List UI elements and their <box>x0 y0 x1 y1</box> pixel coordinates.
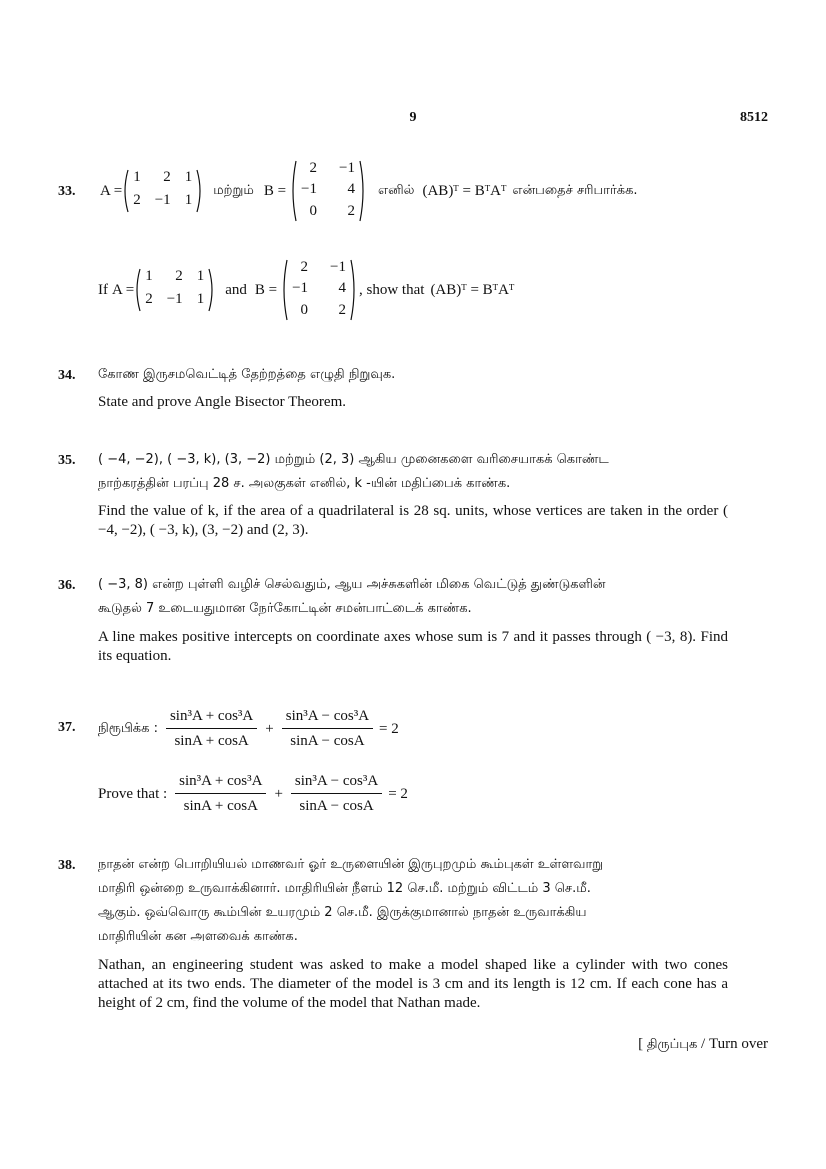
matrix-cell: 0 <box>300 301 309 318</box>
matrix-cell: 2 <box>347 202 355 219</box>
fraction-sum <box>175 773 266 815</box>
q33-english-line <box>98 259 514 321</box>
matrix-cell: 1 <box>196 291 205 307</box>
matrix-cell: 1 <box>145 268 153 284</box>
matrix-cell: 2 <box>338 301 347 318</box>
q33-en-and: and <box>225 281 247 298</box>
turn-over-note <box>638 1036 768 1053</box>
matrix-a-label: A = <box>112 281 135 298</box>
footer-english: Turn over <box>708 1036 768 1052</box>
right-paren <box>208 268 215 312</box>
matrix-b <box>281 259 357 321</box>
matrix-b-label: B = <box>263 182 287 199</box>
q33-tamil-if: எனில் <box>377 183 415 198</box>
matrix-cell: 4 <box>338 280 347 297</box>
matrix-b <box>290 160 366 222</box>
matrix-cell: 1 <box>196 268 205 284</box>
q38-tamil-line1: நாதன் என்ற பொறியியல் மாணவர் ஓர் உருளையின் இருபுறமும் கூம்புகள் உள்ளவாறு <box>98 857 604 872</box>
equals-two: = 2 <box>388 785 408 802</box>
q36-tamil-line1: ( −3, 8) என்ற புள்ளி வழிச் செல்வதும், ஆய அச்சுகளின் மிகை வெட்டுத் துண்டுகளின் <box>98 577 606 592</box>
q33-tamil-line <box>100 160 638 222</box>
left-paren <box>134 268 141 312</box>
matrix-cell: 2 <box>309 160 318 176</box>
matrix-a <box>134 268 215 312</box>
q38-english: Nathan, an engineering student was asked to make a model shaped like a cylinder with two cones attached at its two ends. The diameter of the model is 3 cm and its length is 12 cm. If each cone has a height of 2 cm, find the volume of the model that Nathan made. <box>98 957 728 1011</box>
q36-english: A line makes positive intercepts on coordinate axes whose sum is 7 and it passes through ( −3, 8). Find its equation. <box>98 629 728 664</box>
fraction-sum <box>166 708 257 750</box>
q33-tamil-and: மற்றும் <box>213 183 254 198</box>
fraction-denominator: sinA − cosA <box>299 798 374 814</box>
right-paren <box>350 259 357 321</box>
fraction-numerator: sin³A − cos³A <box>282 708 373 729</box>
matrix-a-cells <box>129 169 196 213</box>
fraction-denominator: sinA + cosA <box>174 733 249 749</box>
left-paren <box>290 160 297 222</box>
right-paren <box>196 169 203 213</box>
matrix-cell: 1 <box>184 192 193 208</box>
matrix-cell: −1 <box>330 259 347 275</box>
matrix-cell: −1 <box>166 291 183 307</box>
matrix-cell: −1 <box>301 181 318 198</box>
question-number-35: 35. <box>58 453 76 468</box>
fraction-denominator: sinA − cosA <box>290 733 365 749</box>
q35-tamil-line2: நாற்கரத்தின் பரப்பு 28 ச. அலகுகள் எனில், k -யின் மதிப்பைக் காண்க. <box>98 476 511 491</box>
left-paren <box>122 169 129 213</box>
q37-english-prefix: Prove that : <box>98 785 168 802</box>
q33-en-relation: (AB)ᵀ = BᵀAᵀ <box>430 281 515 298</box>
matrix-cell: −1 <box>292 280 309 297</box>
q33-relation: (AB)ᵀ = BᵀAᵀ <box>422 182 507 199</box>
footer-bracket: [ <box>638 1036 644 1052</box>
matrix-cell: 2 <box>300 259 309 275</box>
matrix-cell: 0 <box>309 202 318 219</box>
q36-tamil-line2: கூடுதல் 7 உடையதுமான நேர்கோட்டின் சமன்பாட்டைக் காண்க. <box>98 601 472 616</box>
matrix-cell: −1 <box>154 192 171 208</box>
q35-english: Find the value of k, if the area of a quadrilateral is 28 sq. units, whose vertices are taken in the order ( −4, −2), ( −3, k), (3, −2) and (2, 3). <box>98 503 728 538</box>
q33-en-show: , show that <box>359 281 425 298</box>
left-paren <box>281 259 288 321</box>
question-number-37: 37. <box>58 720 76 735</box>
matrix-cell: 2 <box>163 169 171 185</box>
footer-separator: / <box>701 1036 706 1052</box>
q34-english: State and prove Angle Bisector Theorem. <box>98 394 346 410</box>
matrix-cell: 1 <box>133 169 141 185</box>
fraction-difference <box>282 708 373 750</box>
fraction-numerator: sin³A − cos³A <box>291 773 382 794</box>
q33-en-if: If <box>98 281 108 298</box>
question-number-36: 36. <box>58 578 76 593</box>
matrix-a-label: A = <box>100 182 123 199</box>
fraction-numerator: sin³A + cos³A <box>175 773 266 794</box>
q38-tamil-line2: மாதிரி ஒன்றை உருவாக்கினார். மாதிரியின் நீளம் 12 செ.மீ. மற்றும் விட்டம் 3 செ.மீ. <box>98 881 591 896</box>
fraction-denominator: sinA + cosA <box>183 798 258 814</box>
q33-tamil-tail: என்பதைச் சரிபார்க்க. <box>512 183 638 198</box>
q37-english-line <box>98 773 408 815</box>
matrix-cell: 2 <box>175 268 183 284</box>
matrix-cell: −1 <box>339 160 355 176</box>
plus-sign: + <box>274 785 283 802</box>
q38-tamil-line4: மாதிரியின் கன அளவைக் காண்க. <box>98 929 298 944</box>
q38-tamil-line3: ஆகும். ஒவ்வொரு கூம்பின் உயரமும் 2 செ.மீ. இருக்குமானால் நாதன் உருவாக்கிய <box>98 905 587 920</box>
right-paren <box>359 160 366 222</box>
matrix-cell: 4 <box>347 181 355 198</box>
question-number-34: 34. <box>58 368 76 383</box>
matrix-a-cells <box>141 268 208 312</box>
fraction-numerator: sin³A + cos³A <box>166 708 257 729</box>
plus-sign: + <box>265 720 274 737</box>
q37-tamil-prefix: நிரூபிக்க : <box>98 721 158 736</box>
matrix-a <box>122 169 203 213</box>
footer-tamil: திருப்புக <box>646 1037 698 1052</box>
equals-two: = 2 <box>379 720 399 737</box>
question-number-38: 38. <box>58 858 76 873</box>
fraction-difference <box>291 773 382 815</box>
matrix-cell: 2 <box>145 291 153 307</box>
q35-tamil-line1: ( −4, −2), ( −3, k), (3, −2) மற்றும் (2, 3) ஆகிய முனைகளை வரிசையாகக் கொண்ட <box>98 452 609 467</box>
page-number: 9 <box>409 110 417 125</box>
matrix-cell: 2 <box>133 192 141 208</box>
matrix-b-cells <box>297 160 359 222</box>
matrix-b-cells <box>288 259 350 321</box>
matrix-cell: 1 <box>184 169 193 185</box>
paper-code: 8512 <box>740 110 768 125</box>
q34-tamil: கோண இருசமவெட்டித் தேற்றத்தை எழுதி நிறுவுக. <box>98 367 396 382</box>
q37-tamil-line <box>98 708 399 750</box>
question-number-33: 33. <box>58 184 76 199</box>
matrix-b-label: B = <box>254 281 278 298</box>
